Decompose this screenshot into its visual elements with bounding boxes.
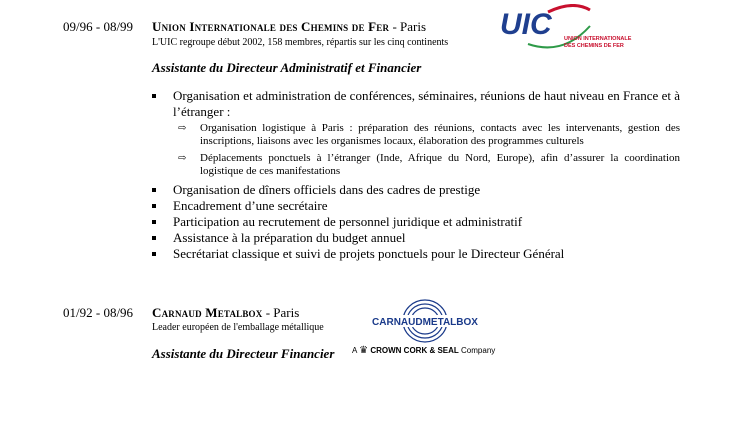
cmb-logo-text: CARNAUDMETALBOX <box>372 317 478 328</box>
bullet-text: Participation au recrutement de personnel juridique et administratif <box>173 214 523 229</box>
uic-logo-swoosh-red <box>548 5 590 12</box>
bullet-item <box>152 198 680 214</box>
bullet-text: Organisation de dîners officiels dans des cadres de prestige <box>173 182 481 197</box>
bullet-item <box>152 246 680 262</box>
entry-1-company-name: Union Internationale des Chemins de Fer <box>152 19 390 34</box>
crown-cork-seal-mark <box>352 345 495 356</box>
entry-1-description: L'UIC regroupe début 2002, 158 membres, répartis sur les cinq continents <box>152 37 449 48</box>
crown-icon: ♛ <box>359 345 369 356</box>
bullet-text: Organisation et administration de conférences, séminaires, réunions de haut niveau en France et à l’étranger : <box>173 88 680 119</box>
entry-2-location: - Paris <box>265 305 300 320</box>
arrow-bullet-icon: ⇨ <box>178 153 187 164</box>
uic-logo-text: UIC <box>500 8 552 41</box>
square-bullet-icon <box>152 236 156 240</box>
square-bullet-icon <box>152 94 156 98</box>
parent-name: CROWN CORK & SEAL <box>370 346 459 355</box>
entry-1-company <box>152 19 426 35</box>
entry-2-company-name: Carnaud Metalbox <box>152 305 263 320</box>
carnaud-metalbox-logo <box>362 298 488 344</box>
bullet-item <box>152 182 680 198</box>
uic-logo-caption-1: UNION INTERNATIONALE <box>564 36 632 42</box>
entry-1-role: Assistante du Directeur Administratif et Financier <box>152 60 422 75</box>
bullet-item <box>152 88 680 178</box>
uic-logo <box>498 4 638 54</box>
square-bullet-icon <box>152 220 156 224</box>
entry-2-dates: 01/92 - 08/96 <box>63 305 134 320</box>
square-bullet-icon <box>152 252 156 256</box>
square-bullet-icon <box>152 188 156 192</box>
entry-2-role: Assistante du Directeur Financier <box>152 346 335 361</box>
entry-1-location: - Paris <box>392 19 427 34</box>
square-bullet-icon <box>152 204 156 208</box>
entry-1-dates: 09/96 - 08/99 <box>63 19 134 34</box>
bullet-item <box>152 230 680 246</box>
parent-suffix: Company <box>461 346 496 355</box>
bullet-text: Encadrement d’une secrétaire <box>173 198 328 213</box>
arrow-bullet-icon: ⇨ <box>178 123 187 134</box>
entry-1-bullet-list <box>152 88 680 262</box>
bullet-text: Secrétariat classique et suivi de projets ponctuels pour le Directeur Général <box>173 246 565 261</box>
parent-prefix: A <box>352 346 357 355</box>
sub-bullet-item <box>173 152 680 178</box>
sub-bullet-text: Organisation logistique à Paris : préparation des réunions, contacts avec les intervenants, gestion des inscriptions, liaisons avec les organismes locaux, élaboration des programmes culturels <box>200 122 680 147</box>
uic-logo-caption-2: DES CHEMINS DE FER <box>564 43 624 49</box>
sub-bullet-item <box>173 122 680 148</box>
entry-2-company <box>152 305 299 321</box>
bullet-item <box>152 214 680 230</box>
sub-bullet-list <box>173 122 680 178</box>
bullet-text: Assistance à la préparation du budget annuel <box>173 230 406 245</box>
sub-bullet-text: Déplacements ponctuels à l’étranger (Inde, Afrique du Nord, Europe), afin d’assurer la coordination logistique de ces manifestations <box>200 152 680 177</box>
entry-2-description: Leader européen de l'emballage métallique <box>152 322 324 333</box>
